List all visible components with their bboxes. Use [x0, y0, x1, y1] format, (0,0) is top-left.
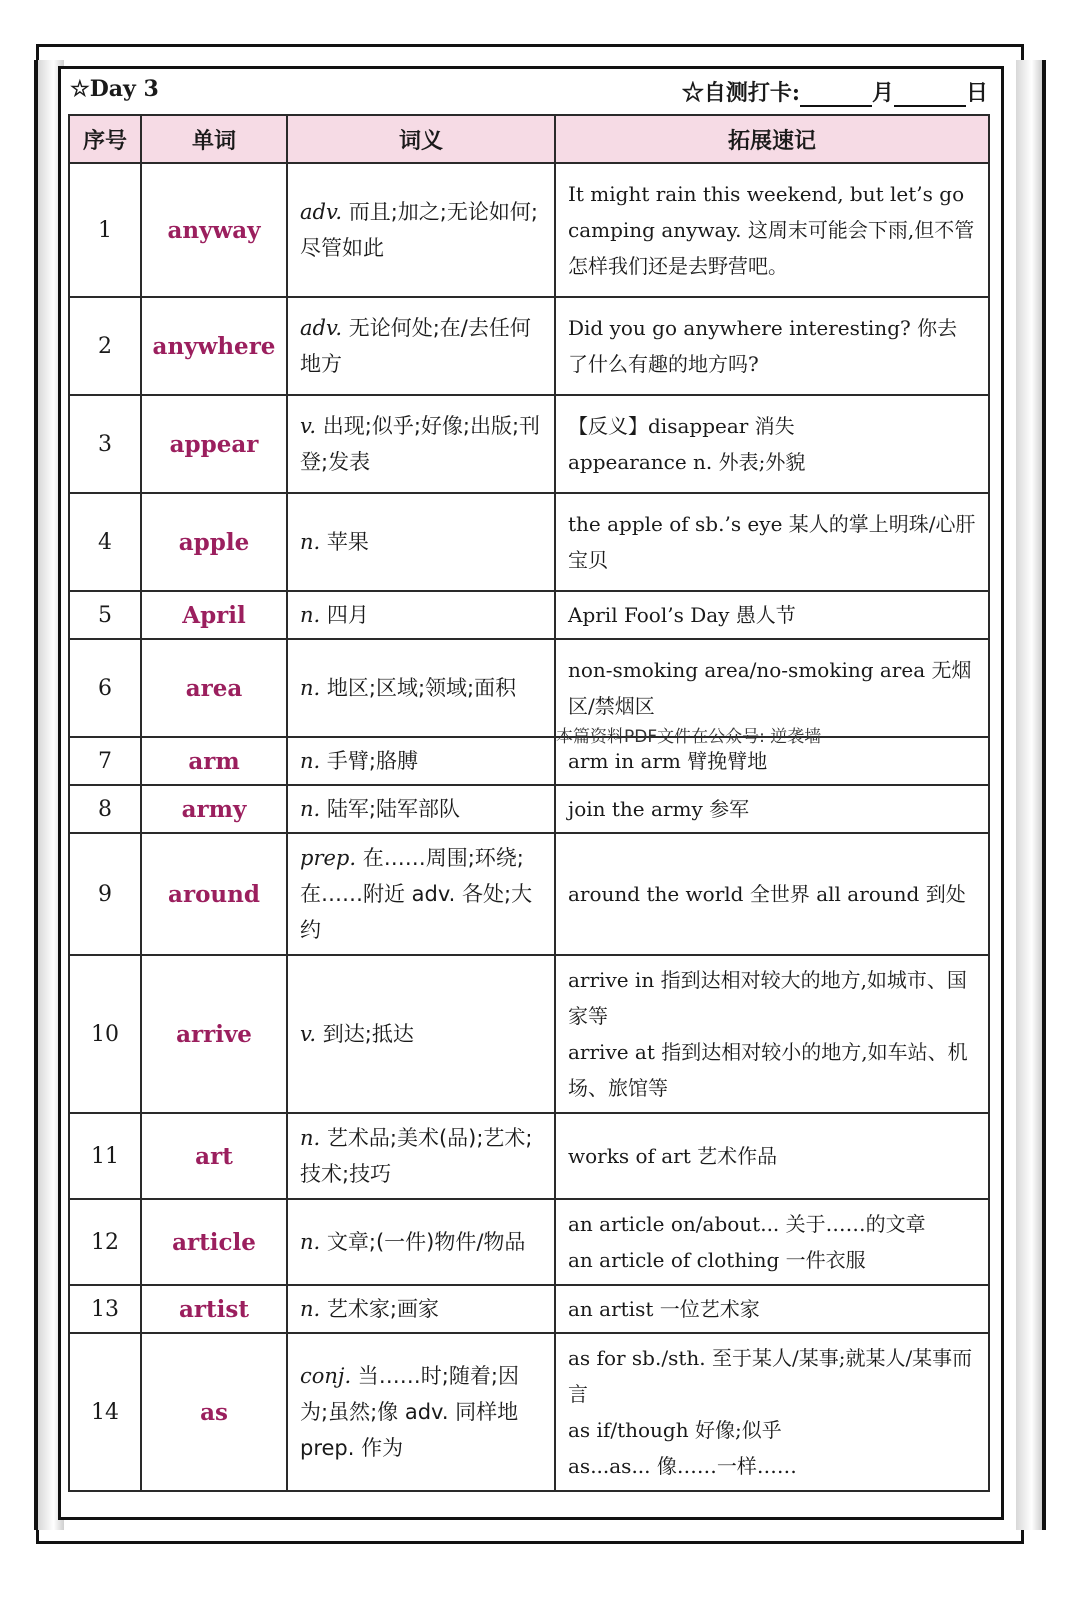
extension-note [555, 785, 989, 833]
meaning-text: 艺术家;画家 [320, 1297, 439, 1321]
row-number: 8 [69, 785, 141, 833]
word-meaning [287, 591, 555, 639]
extension-note [555, 591, 989, 639]
part-of-speech: n. [300, 1230, 321, 1254]
extension-line: arrive in 指到达相对较大的地方,如城市、国家等 [568, 968, 967, 1028]
extension-line: non-smoking area/no-smoking area 无烟区/禁烟区 [568, 658, 972, 718]
extension-note [555, 1113, 989, 1199]
table-row [69, 955, 989, 1113]
row-number: 4 [69, 493, 141, 591]
vocab-word: arrive [141, 955, 287, 1113]
extension-note [555, 1199, 989, 1285]
word-meaning [287, 639, 555, 737]
vocab-word: appear [141, 395, 287, 493]
word-meaning [287, 737, 555, 785]
vocab-word: art [141, 1113, 287, 1199]
meaning-text: 而且;加之;无论如何;尽管如此 [300, 200, 538, 260]
row-number: 6 [69, 639, 141, 737]
table-row [69, 1285, 989, 1333]
vocab-word: army [141, 785, 287, 833]
part-of-speech: n. [300, 676, 321, 700]
meaning-text: 无论何处;在/去任何地方 [300, 316, 531, 376]
extension-line: Did you go anywhere interesting? 你去了什么有趣的地方吗? [568, 316, 958, 376]
extension-line: join the army 参军 [568, 797, 750, 821]
extension-note [555, 955, 989, 1113]
table-row [69, 639, 989, 737]
part-of-speech: n. [300, 530, 321, 554]
watermark: 本篇资料PDF文件在公众号: 逆袭墙 [556, 727, 822, 747]
month-label: 月 [871, 80, 894, 106]
self-check-in [682, 76, 988, 107]
row-number: 5 [69, 591, 141, 639]
meaning-text: 手臂;胳膊 [320, 749, 418, 773]
extension-note [555, 163, 989, 297]
meaning-text: 艺术品;美术(品);艺术;技术;技巧 [300, 1126, 533, 1186]
page-frame-right-edge [1016, 60, 1046, 1530]
extension-line: around the world 全世界 all around 到处 [568, 882, 966, 906]
row-number: 9 [69, 833, 141, 955]
column-header-number: 序号 [69, 115, 141, 163]
vocab-word: anyway [141, 163, 287, 297]
extension-line: works of art 艺术作品 [568, 1144, 778, 1168]
meaning-text: 陆军;陆军部队 [320, 797, 460, 821]
meaning-text: 出现;似乎;好像;出版;刊登;发表 [300, 414, 541, 474]
row-number: 10 [69, 955, 141, 1113]
vocab-word: area [141, 639, 287, 737]
extension-line: an article on/about... 关于……的文章 [568, 1212, 926, 1236]
extension-note [555, 1285, 989, 1333]
extension-note [555, 297, 989, 395]
column-header-word: 单词 [141, 115, 287, 163]
row-number: 11 [69, 1113, 141, 1199]
extension-line: arm in arm 臂挽臂地 [568, 749, 768, 773]
meaning-text: 到达;抵达 [316, 1022, 414, 1046]
vocab-word: article [141, 1199, 287, 1285]
word-meaning [287, 297, 555, 395]
word-meaning [287, 163, 555, 297]
part-of-speech: adv. [300, 316, 343, 340]
extension-line: appearance n. 外表;外貌 [568, 450, 806, 474]
vocab-word: arm [141, 737, 287, 785]
vocab-word: apple [141, 493, 287, 591]
vocab-word: April [141, 591, 287, 639]
extension-line: as if/though 好像;似乎 [568, 1418, 782, 1442]
day-blank[interactable] [894, 83, 966, 107]
table-row [69, 1199, 989, 1285]
extension-note [555, 493, 989, 591]
vocab-word: artist [141, 1285, 287, 1333]
table-header-row [69, 115, 989, 163]
row-number: 13 [69, 1285, 141, 1333]
meaning-text: 四月 [320, 603, 369, 627]
part-of-speech: n. [300, 1126, 321, 1150]
part-of-speech: n. [300, 603, 321, 627]
day-title: ☆Day 3 [70, 76, 159, 102]
part-of-speech: n. [300, 797, 321, 821]
table-row [69, 737, 989, 785]
row-number: 2 [69, 297, 141, 395]
vocabulary-table [68, 114, 990, 1492]
part-of-speech: v. [300, 414, 317, 438]
day-unit-label: 日 [965, 80, 988, 106]
extension-line: arrive at 指到达相对较小的地方,如车站、机场、旅馆等 [568, 1040, 968, 1100]
word-meaning [287, 1113, 555, 1199]
part-of-speech: n. [300, 1297, 321, 1321]
table-row [69, 785, 989, 833]
vocab-word: around [141, 833, 287, 955]
word-meaning [287, 493, 555, 591]
extension-line: April Fool’s Day 愚人节 [568, 603, 796, 627]
part-of-speech: adv. [300, 200, 343, 224]
row-number: 1 [69, 163, 141, 297]
extension-line: an artist 一位艺术家 [568, 1297, 760, 1321]
word-meaning [287, 1333, 555, 1491]
row-number: 14 [69, 1333, 141, 1491]
vocab-word: anywhere [141, 297, 287, 395]
meaning-text: 苹果 [320, 530, 369, 554]
extension-line: as...as... 像……一样…… [568, 1454, 797, 1478]
part-of-speech: prep. [300, 846, 357, 870]
word-meaning [287, 1199, 555, 1285]
column-header-extension: 拓展速记 [555, 115, 989, 163]
meaning-text: 文章;(一件)物件/物品 [320, 1230, 526, 1254]
word-meaning [287, 955, 555, 1113]
word-meaning [287, 395, 555, 493]
extension-line: an article of clothing 一件衣服 [568, 1248, 866, 1272]
row-number: 12 [69, 1199, 141, 1285]
extension-line: the apple of sb.’s eye 某人的掌上明珠/心肝宝贝 [568, 512, 976, 572]
table-row [69, 591, 989, 639]
word-meaning [287, 833, 555, 955]
checkin-label: ☆自测打卡: [681, 80, 800, 106]
page-header [70, 76, 988, 106]
table-row [69, 1333, 989, 1491]
row-number: 7 [69, 737, 141, 785]
extension-line: 【反义】disappear 消失 [568, 414, 795, 438]
table-row [69, 297, 989, 395]
extension-note [555, 833, 989, 955]
word-meaning [287, 1285, 555, 1333]
extension-note [555, 1333, 989, 1491]
table-row [69, 493, 989, 591]
meaning-text: 在……周围;环绕;在……附近 adv. 各处;大约 [300, 846, 533, 942]
row-number: 3 [69, 395, 141, 493]
table-row [69, 163, 989, 297]
extension-line: as for sb./sth. 至于某人/某事;就某人/某事而言 [568, 1346, 973, 1406]
part-of-speech: conj. [300, 1364, 352, 1388]
table-row [69, 833, 989, 955]
month-blank[interactable] [800, 83, 872, 107]
word-meaning [287, 785, 555, 833]
column-header-meaning: 词义 [287, 115, 555, 163]
extension-note [555, 395, 989, 493]
meaning-text: 当……时;随着;因为;虽然;像 adv. 同样地 prep. 作为 [300, 1364, 519, 1460]
vocab-word: as [141, 1333, 287, 1491]
table-row [69, 1113, 989, 1199]
meaning-text: 地区;区域;领域;面积 [320, 676, 517, 700]
part-of-speech: v. [300, 1022, 317, 1046]
part-of-speech: n. [300, 749, 321, 773]
extension-line: It might rain this weekend, but let’s go camping anyway. 这周末可能会下雨,但不管怎样我们还是去野营吧。 [568, 182, 975, 278]
table-row [69, 395, 989, 493]
